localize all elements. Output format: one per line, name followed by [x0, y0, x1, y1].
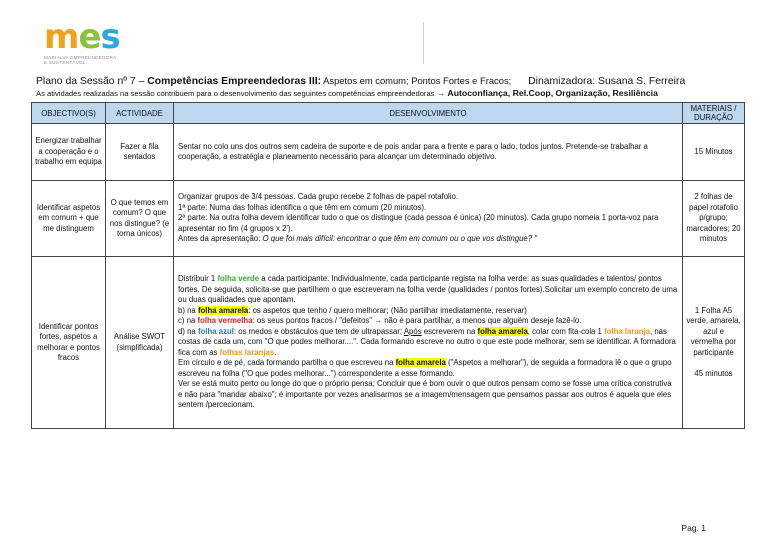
- competencies-note: As atividades realizadas na sessão contribuem para o desenvolvimento das seguintes competências empreendedoras → Autoconfiança, Rel.Coop, Organização, Resiliência: [36, 88, 658, 98]
- session-title: Plano da Sessão nº 7 – Competências Empreendedoras III: Aspetos em comum; Pontos Fortes e Fracos; Dinamizadora: Susana S. Ferreira: [36, 75, 686, 87]
- activity-cell: Análise SWOT (simplificada): [106, 257, 174, 429]
- table-row: [32, 124, 745, 181]
- development-cell: Organizar grupos de 3/4 pessoas. Cada grupo recebe 2 folhas de papel rotafolio. 1ª parte: Numa das folhas identifica o que têm em comum (20 minutos). 2ª parte: Na outra folha devem identificar tudo o que os distingue (cada pessoa é única) (20 minutos). Cada grupo nomeia 1 porta-voz para apresentar no fim (4 grupos x 2'). Antes da apresentação: O que foi mais difícil: encontrar o que têm em comum ou o que vos distingue? ": [174, 181, 683, 257]
- materials-cell: 1 Folha A5 verde, amarela, azul e vermelha por participante 45 minutos: [683, 257, 745, 429]
- header-divider: [423, 22, 424, 64]
- session-plan-table: [31, 102, 745, 429]
- objective-cell: Identificar pontos fortes, aspetos a melhorar e pontos fracos: [32, 257, 106, 429]
- table-row: [32, 181, 745, 257]
- mes-logo: [44, 17, 124, 65]
- objective-cell: Identificar aspetos em comum + que me distinguem: [32, 181, 106, 257]
- table-row: [32, 257, 745, 429]
- header-materials: MATERIAIS / DURAÇÃO: [683, 103, 745, 124]
- header-objective: OBJECTIVO(S): [32, 103, 106, 124]
- page-number: Pag. 1: [681, 523, 706, 533]
- logo-wordmark: mes: [44, 17, 120, 57]
- activity-cell: Fazer a fila sentados: [106, 124, 174, 181]
- materials-cell: 2 folhas de papel rotafolio p/grupo; marcadores; 20 minutos: [683, 181, 745, 257]
- objective-cell: Energizar trabalhar a cooperação e o trabalho em equipa: [32, 124, 106, 181]
- header-activity: ACTIVIDADE: [106, 103, 174, 124]
- activity-cell: O que temos em comum? O que nos distingue? (e torna únicos): [106, 181, 174, 257]
- materials-cell: 15 Minutos: [683, 124, 745, 181]
- header-development: DESENVOLVIMENTO: [174, 103, 683, 124]
- facilitator: Dinamizadora: Susana S. Ferreira: [528, 76, 686, 87]
- table-header-row: [32, 103, 745, 124]
- logo-subtitle: MARIALVA EMPREENDEDORA E SUSTENTÁVEL: [44, 55, 117, 65]
- development-cell: Sentar no colo uns dos outros sem cadeira de suporte e de pois andar para a frente e para o lado, todos juntos. Pretende-se trabalhar a cooperação, a estratégia e planeamento necessário para alcançar um determinado objetivo.: [174, 124, 683, 181]
- development-cell: Distribuir 1 folha verde a cada participante. Individualmente, cada participante regista na folha verde: as suas qualidades e talentos/ pontos fortes. De seguida, solicita-se que partilhem o que escreveram na folha verde (qualidades / pontos fortes).Solicitar um exemplo concreto de uma ou duas qualidades que apontam. b) na folha amarela: os aspetos que tenho / quero melhorar; (Não partilhar imediatamente, reservar) c) na folha vermelha: os seus pontos fracos / "defeitos" → não é para partilhar, a menos que alguém deseje fazê-lo. d) na folha azul: os medos e obstáculos que tem de ultrapassar; Após escreverem na folha amarela, colar com fita-cola 1 folha laranja, nas costas de cada um, com "O que podes melhorar....". Cada formando escreve no outro o que este pode melhorar, sem se identificar. A formadora fica com as folhas laranjas. Em círculo e de pé, cada formando partilha o que escreveu na folha amarela ("Aspetos a melhorar"), de seguida a formadora lê o que o grupo escreveu na folha ("O que podes melhorar...") correspondente a esse formando. Ver se está muito perto ou longe do que o próprio pensa; Concluir que é bom ouvir o que outros pensam como se fosse uma crítica construtiva e não para "mandar abaixo"; é importante por vezes analisarmos se a imagem/mensagem que pensamos passar aos outros é aquela que eles sentem /percecionam.: [174, 257, 683, 429]
